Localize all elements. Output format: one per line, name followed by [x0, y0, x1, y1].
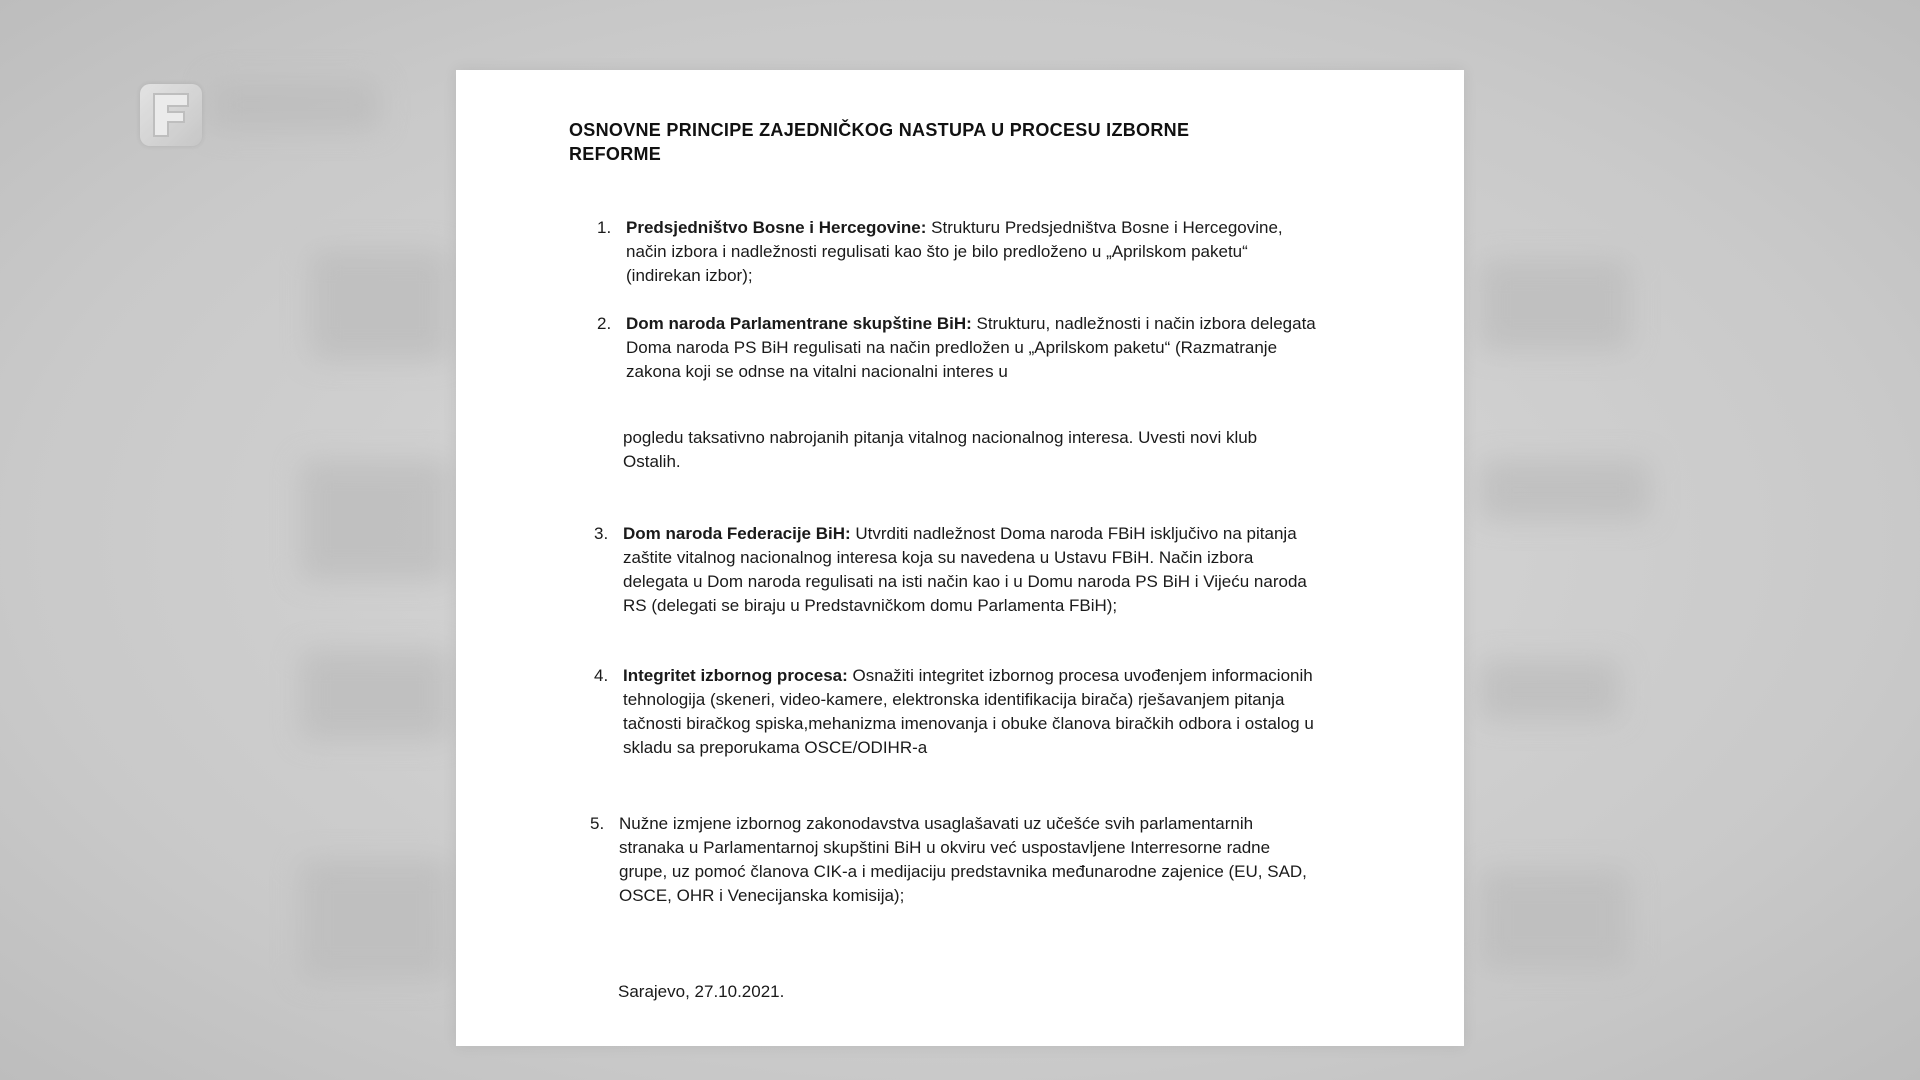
list-item-heading: Integritet izbornog procesa: — [623, 666, 848, 685]
list-item-text: Osnažiti integritet izbornog procesa uvođenjem informacionih tehnologija (skeneri, video-kamere, elektronska identifikacija birača) rješavanjem pitanja tačnosti biračkog spiska,mehanizma imenovanja i obuke članova biračkih odbora i ostalog u skladu sa preporukama OSCE/ODIHR-a — [623, 666, 1314, 757]
list-item-continuation: pogledu taksativno nabrojanih pitanja vitalnog nacionalnog interesa. Uvesti novi klub Ostalih. — [623, 428, 1258, 471]
list-item-number: 4. — [594, 666, 609, 685]
list-item-number: 3. — [594, 524, 609, 543]
list-item-text: Nužne izmjene izbornog zakonodavstva usaglašavati uz učešće svih parlamentarnih stranaka u Parlamentarnoj skupštini BiH u okviru već uspostavljene Interresorne radne grupe, uz pomoć članova CIK-a i medijaciju predstavnika međunarodne zajenice (EU, SAD, OSCE, OHR i Venecijanska komisija); — [619, 814, 1307, 905]
blurred-shape — [300, 460, 450, 580]
blurred-shape — [1480, 870, 1630, 970]
blurred-shape — [310, 250, 450, 360]
list-item-body — [619, 812, 1309, 908]
list-item-body — [626, 312, 1326, 384]
document-title-line2: REFORME — [569, 144, 662, 164]
list-item-heading: Predsjedništvo Bosne i Hercegovine: — [626, 218, 927, 237]
f-logo-icon — [140, 84, 202, 146]
blurred-shape — [300, 860, 450, 980]
f-logo-glyph — [140, 84, 202, 146]
list-item-body — [626, 216, 1316, 288]
list-item-number: 1. — [597, 218, 612, 237]
blurred-shape — [1480, 660, 1620, 720]
list-item-text: Strukturu Predsjedništva Bosne i Hercegovine, način izbora i nadležnosti regulisati kao što je bilo predloženo u „Aprilskom paketu“ (indirekan izbor); — [626, 218, 1283, 285]
blurred-shape — [1480, 260, 1630, 350]
list-item-heading: Dom naroda Federacije BiH: — [623, 524, 851, 543]
blurred-shape — [210, 80, 380, 130]
document-date: Sarajevo, 27.10.2021. — [618, 982, 785, 1001]
list-item-text: Utvrditi nadležnost Doma naroda FBiH isključivo na pitanja zaštite vitalnog nacionalnog interesa koja su navedena u Ustavu FBiH. Način izbora delegata u Dom naroda regulisati na isti način kao i u Domu naroda PS BiH i Vijeću naroda RS (delegati se biraju u Predstavničkom domu Parlamenta FBiH); — [623, 524, 1307, 615]
document-title-line1: OSNOVNE PRINCIPE ZAJEDNIČKOG NASTUPA U PROCESU IZBORNE — [569, 120, 1190, 140]
list-item-text: Strukturu, nadležnosti i način izbora delegata Doma naroda PS BiH regulisati na način predložen u „Aprilskom paketu“ (Razmatranje zakona koji se odnse na vitalni nacionalni interes u — [626, 314, 1316, 381]
blurred-shape — [1480, 460, 1650, 520]
list-item-heading: Dom naroda Parlamentrane skupštine BiH: — [626, 314, 972, 333]
list-item-body — [623, 664, 1323, 760]
blurred-shape — [300, 650, 450, 740]
list-item-number: 2. — [597, 314, 612, 333]
document-title — [569, 118, 1289, 166]
list-item-body — [623, 522, 1323, 618]
list-item-number: 5. — [590, 814, 605, 833]
document-page — [456, 70, 1464, 1046]
